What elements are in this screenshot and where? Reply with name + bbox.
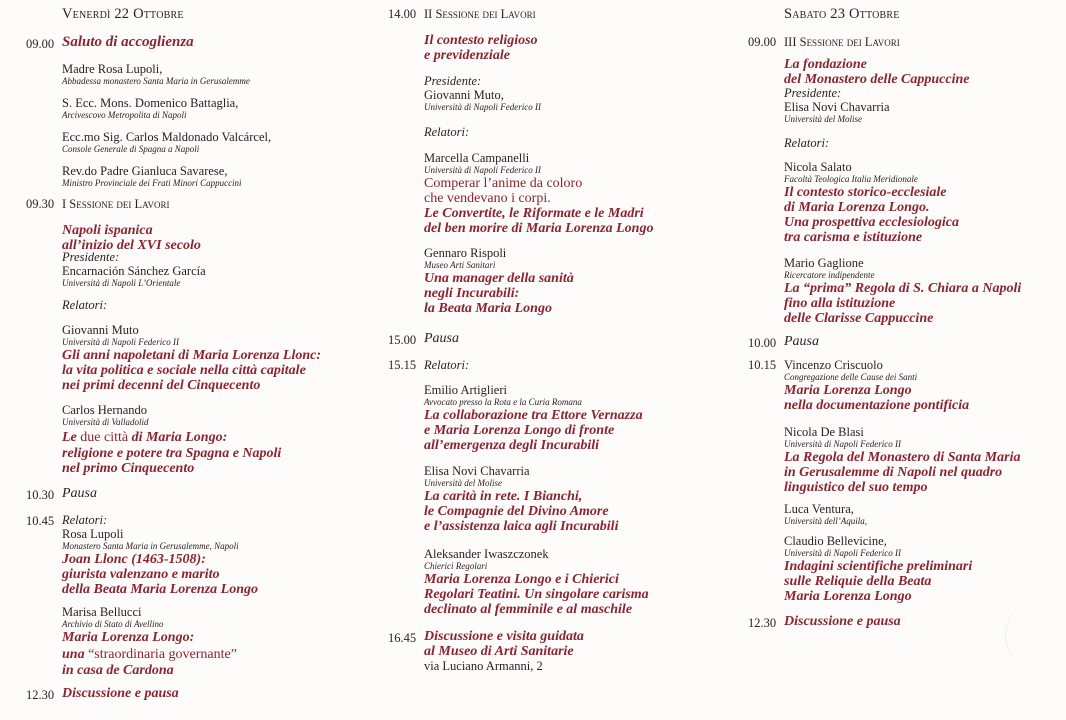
speaker bbox=[62, 513, 258, 597]
speaker bbox=[424, 151, 653, 236]
talk-title: negli Incurabili: bbox=[424, 286, 520, 301]
speaker bbox=[62, 605, 237, 678]
session-title: La fondazione del Monastero delle Cappuccine bbox=[784, 57, 970, 87]
speaker-name: Aleksander Iwaszczonek bbox=[424, 547, 549, 561]
talk-title: Una prospettiva ecclesiologica bbox=[784, 215, 959, 230]
speaker bbox=[784, 502, 867, 527]
time: 14.00 bbox=[388, 7, 417, 21]
speaker-name: Rosa Lupoli bbox=[62, 527, 124, 541]
speaker-name: Carlos Hernando bbox=[62, 403, 148, 417]
session-title: Saluto di accoglienza bbox=[62, 34, 194, 50]
talk-title: in Gerusalemme di Napoli nel quadro bbox=[784, 465, 1003, 480]
time: 09.30 bbox=[26, 197, 55, 211]
speaker-name: Vincenzo Criscuolo bbox=[784, 358, 883, 372]
time: 10.30 bbox=[26, 488, 55, 502]
speaker-name: Claudio Bellevicine, bbox=[784, 534, 887, 548]
talk-title: Gli anni napoletani di Maria Lorenza Llonc: bbox=[62, 348, 322, 363]
speaker-affiliation: Università del Molise bbox=[424, 478, 502, 488]
day-heading: Sabato 23 Ottobre bbox=[784, 6, 900, 22]
speakers-label: Relatori: bbox=[62, 513, 108, 527]
president-affiliation: Università di Napoli Federico II bbox=[424, 102, 541, 112]
time: 12.30 bbox=[26, 688, 55, 702]
speakers-label: Relatori: bbox=[784, 136, 830, 150]
talk-title: sulle Reliquie della Beata bbox=[784, 574, 932, 589]
session-label: III Sessione dei Lavori bbox=[784, 35, 900, 49]
talk-title: la vita politica e sociale nella città capitale bbox=[62, 363, 306, 378]
talk-title: in casa de Cardona bbox=[62, 663, 174, 678]
talk-title: La collaborazione tra Ettore Vernazza bbox=[424, 408, 643, 423]
time: 10.45 bbox=[26, 514, 55, 528]
talk-title: La “prima” Regola di S. Chiara a Napoli bbox=[784, 281, 1022, 296]
speaker-affiliation: Università dell’Aquila, bbox=[784, 516, 867, 526]
guest bbox=[62, 164, 242, 189]
speaker-affiliation: Avvocato presso la Rota e la Curia Romana bbox=[424, 397, 582, 407]
session-label: II Sessione dei Lavori bbox=[424, 7, 536, 21]
talk-title: le Compagnie del Divino Amore bbox=[424, 504, 609, 519]
day-heading: Venerdì 22 Ottobre bbox=[62, 6, 184, 22]
speaker bbox=[784, 425, 1020, 495]
speaker-affiliation: Congregazione delle Cause dei Santi bbox=[784, 372, 918, 382]
president-label: Presidente: bbox=[784, 86, 842, 100]
president-name: Giovanni Muto, bbox=[424, 88, 504, 102]
speaker bbox=[424, 547, 649, 617]
talk-title: Maria Lorenza Longo: bbox=[62, 630, 195, 645]
speaker bbox=[62, 323, 321, 393]
talk-title: La Regola del Monastero di Santa Maria bbox=[784, 450, 1021, 465]
talk-title: tra carisma e istituzione bbox=[784, 230, 923, 245]
speaker bbox=[784, 358, 969, 413]
speaker-name: Giovanni Muto bbox=[62, 323, 139, 337]
president-name: Encarnación Sánchez García bbox=[62, 264, 206, 278]
speaker-name: Marcella Campanelli bbox=[424, 151, 530, 165]
speaker-name: Luca Ventura, bbox=[784, 502, 854, 516]
talk-title: La carità in rete. I Bianchi, bbox=[424, 489, 583, 504]
speaker-affiliation: Università di Valladolid bbox=[62, 417, 149, 427]
speaker-affiliation: Museo Arti Sanitari bbox=[424, 260, 496, 270]
guest bbox=[62, 96, 238, 121]
speaker-affiliation: Università di Napoli Federico II bbox=[424, 165, 541, 175]
talk-title: e l’assistenza laica agli Incurabili bbox=[424, 519, 619, 534]
talk-title: una “straordinaria governante” bbox=[62, 647, 237, 662]
time: 16.45 bbox=[388, 631, 417, 645]
page-curl-decoration bbox=[1005, 600, 1066, 670]
talk-title: delle Clarisse Cappuccine bbox=[784, 311, 934, 326]
break-label: Pausa bbox=[62, 486, 97, 501]
talk-title: del ben morire di Maria Lorenza Longo bbox=[424, 221, 654, 236]
president bbox=[424, 74, 541, 113]
address: via Luciano Armanni, 2 bbox=[424, 659, 543, 673]
talk-title: Una manager della sanità bbox=[424, 271, 574, 286]
talk-title: declinato al femminile e al maschile bbox=[424, 602, 633, 617]
talk-title: nei primi decenni del Cinquecento bbox=[62, 378, 261, 393]
talk-title: e Maria Lorenza Longo di fronte bbox=[424, 423, 615, 438]
talk-title: di Maria Lorenza Longo. bbox=[784, 200, 930, 215]
guest bbox=[62, 62, 250, 87]
guest-name: S. Ecc. Mons. Domenico Battaglia, bbox=[62, 96, 239, 110]
speaker-name: Marisa Bellucci bbox=[62, 605, 142, 619]
guest-name: Rev.do Padre Gianluca Savarese, bbox=[62, 164, 228, 178]
speaker-name: Gennaro Rispoli bbox=[424, 246, 507, 260]
president bbox=[784, 86, 890, 125]
time: 15.15 bbox=[388, 358, 417, 372]
speaker bbox=[784, 534, 972, 604]
speaker-affiliation: Archivio di Stato di Avellino bbox=[62, 619, 164, 629]
talk-title: Joan Llonc (1463-1508): bbox=[62, 552, 206, 567]
break-label: Pausa bbox=[784, 334, 819, 349]
talk-title: Regolari Teatini. Un singolare carisma bbox=[424, 587, 649, 602]
talk-title: Le Convertite, le Riformate e le Madri bbox=[424, 206, 644, 221]
discussion-visit bbox=[424, 629, 584, 673]
president-affiliation: Università del Molise bbox=[784, 114, 862, 124]
speaker-name: Mario Gaglione bbox=[784, 256, 864, 270]
guest-affiliation: Console Generale di Spagna a Napoli bbox=[62, 144, 200, 154]
speaker-affiliation: Facoltà Teologica Italia Meridionale bbox=[784, 174, 918, 184]
talk-title: che vendevano i corpi. bbox=[424, 191, 551, 206]
speaker-affiliation: Università di Napoli Federico II bbox=[784, 439, 901, 449]
guest bbox=[62, 130, 271, 155]
speaker bbox=[424, 383, 643, 453]
talk-title: Il contesto storico-ecclesiale bbox=[784, 185, 947, 200]
time: 09.00 bbox=[748, 35, 777, 49]
talk-title: Comperar l’anime da coloro bbox=[424, 176, 583, 191]
talk-title: all’emergenza degli Incurabili bbox=[424, 438, 599, 453]
guest-affiliation: Ministro Provinciale dei Frati Minori Cappuccini bbox=[62, 178, 242, 188]
talk-title: la Beata Maria Longo bbox=[424, 301, 552, 316]
discussion-label: Discussione e pausa bbox=[62, 686, 179, 701]
speaker-affiliation: Chierici Regolari bbox=[424, 561, 488, 571]
time: 10.00 bbox=[748, 336, 777, 350]
speaker bbox=[784, 160, 959, 245]
discussion-label: Discussione e visita guidata bbox=[424, 629, 584, 644]
president-name: Elisa Novi Chavarria bbox=[784, 100, 890, 114]
discussion-label: al Museo di Arti Sanitarie bbox=[424, 644, 574, 659]
session-title: Napoli ispanica all’inizio del XVI secolo bbox=[62, 223, 201, 253]
president-label: Presidente: bbox=[424, 74, 482, 88]
president-label: Presidente: bbox=[62, 250, 120, 264]
discussion-label: Discussione e pausa bbox=[784, 614, 901, 629]
talk-title: Maria Lorenza Longo e i Chierici bbox=[424, 572, 619, 587]
speaker bbox=[424, 464, 618, 534]
talk-title: Indagini scientifiche preliminari bbox=[784, 559, 973, 574]
speakers-label: Relatori: bbox=[424, 125, 470, 139]
speaker-name: Elisa Novi Chavarria bbox=[424, 464, 530, 478]
speaker bbox=[784, 256, 1021, 326]
speaker bbox=[62, 403, 281, 476]
speakers-label: Relatori: bbox=[424, 358, 470, 372]
speaker-name: Nicola De Blasi bbox=[784, 425, 864, 439]
speaker-affiliation: Università di Napoli Federico II bbox=[62, 337, 179, 347]
speaker-name: Emilio Artiglieri bbox=[424, 383, 507, 397]
talk-title: Maria Lorenza Longo bbox=[784, 589, 912, 604]
speaker bbox=[424, 246, 574, 316]
speaker-affiliation: Monastero Santa Maria in Gerusalemme, Napoli bbox=[62, 541, 239, 551]
talk-title: nella documentazione pontificia bbox=[784, 398, 970, 413]
talk-title: Le due città di Maria Longo: bbox=[62, 430, 228, 445]
talk-title: religione e potere tra Spagna e Napoli bbox=[62, 446, 282, 461]
time: 12.30 bbox=[748, 616, 777, 630]
president bbox=[62, 250, 206, 289]
president-affiliation: Università di Napoli L’Orientale bbox=[62, 278, 181, 288]
speaker-affiliation: Università di Napoli Federico II bbox=[784, 548, 901, 558]
time: 15.00 bbox=[388, 333, 417, 347]
session-label: I Sessione dei Lavori bbox=[62, 197, 170, 211]
talk-title: giurista valenzano e marito bbox=[62, 567, 220, 582]
talk-title: linguistico del suo tempo bbox=[784, 480, 928, 495]
break-label: Pausa bbox=[424, 331, 459, 346]
talk-title: fino alla istituzione bbox=[784, 296, 896, 311]
speaker-affiliation: Ricercatore indipendente bbox=[784, 270, 875, 280]
guest-affiliation: Abbadessa monastero Santa Maria in Gerusalemme bbox=[62, 76, 250, 86]
session-title: Il contesto religioso e previdenziale bbox=[424, 33, 538, 63]
time: 09.00 bbox=[26, 37, 55, 51]
guest-affiliation: Arcivescovo Metropolita di Napoli bbox=[62, 110, 187, 120]
time: 10.15 bbox=[748, 358, 777, 372]
talk-title: nel primo Cinquecento bbox=[62, 461, 195, 476]
talk-title: della Beata Maria Lorenza Longo bbox=[62, 582, 259, 597]
guest-name: Ecc.mo Sig. Carlos Maldonado Valcárcel, bbox=[62, 130, 272, 144]
speaker-name: Nicola Salato bbox=[784, 160, 852, 174]
speakers-label: Relatori: bbox=[62, 298, 108, 312]
guest-name: Madre Rosa Lupoli, bbox=[62, 62, 163, 76]
talk-title: Maria Lorenza Longo bbox=[784, 383, 912, 398]
